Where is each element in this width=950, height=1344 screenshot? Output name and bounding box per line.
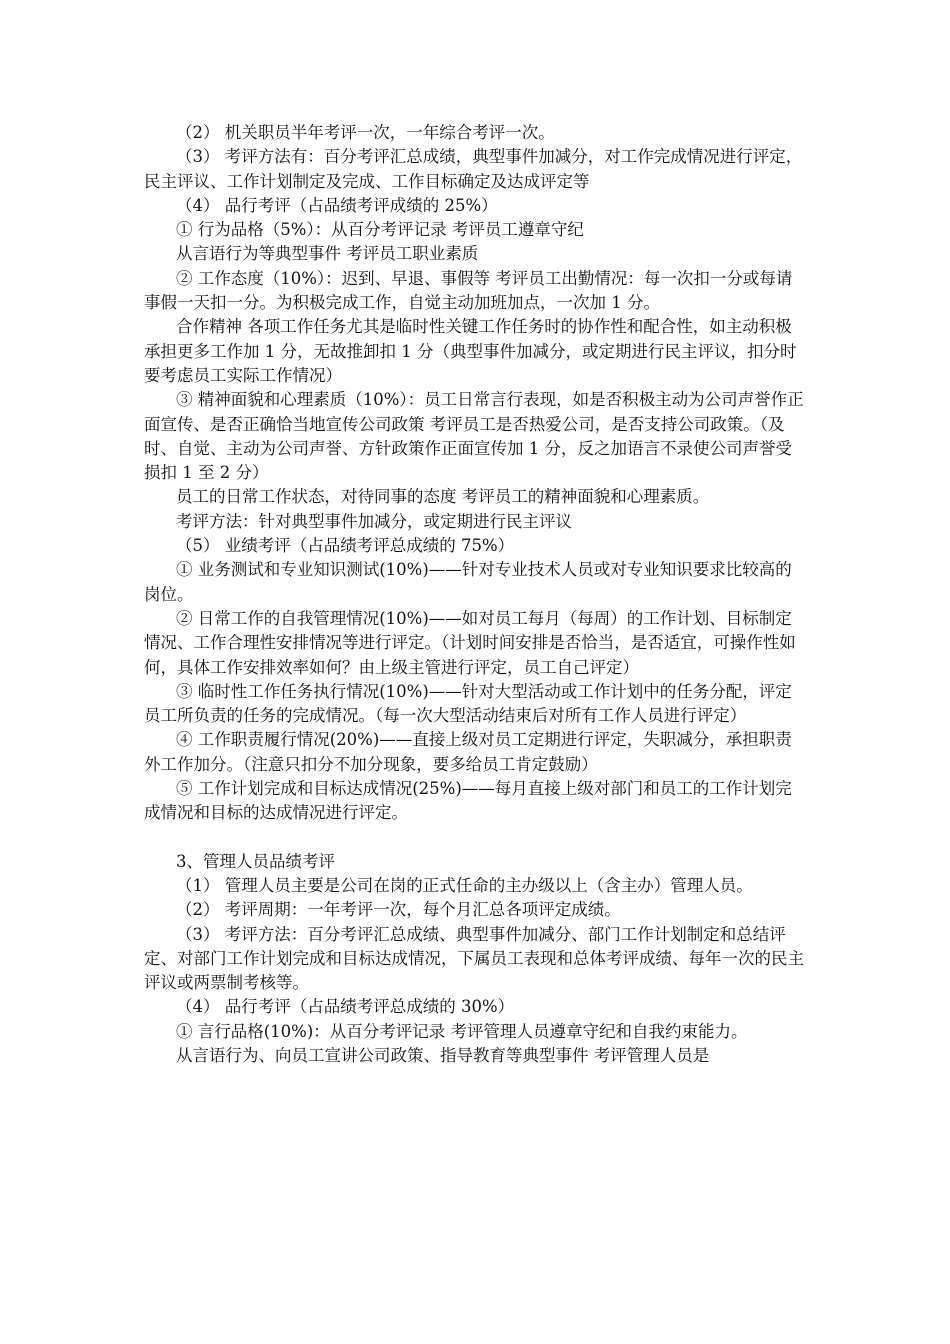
section-3-heading: 3、管理人员品绩考评: [176, 851, 335, 871]
section-3-paragraph-1: （1） 管理人员主要是公司在岗的正式任命的主办级以上（含主办）管理人员。: [176, 875, 753, 895]
paragraph-6: ② 工作态度（10%）：迟到、早退、事假等 考评员工出勤情况：每一次扣一分或每请事假一天扣一分。为积极完成工作，自觉主动加班加点，一次加 1 分。: [144, 268, 793, 313]
paragraph-5: 从言语行为等典型事件 考评员工职业素质: [176, 244, 479, 264]
section-3-paragraph-2: （2） 考评周期：一年考评一次，每个月汇总各项评定成绩。: [176, 900, 621, 920]
paragraph-3: （4） 品行考评（占品绩考评成绩的 25%）: [176, 195, 498, 215]
paragraph-4: ① 行为品格（5%）：从百分考评记录 考评员工遵章守纪: [176, 220, 584, 240]
paragraph-13: ② 日常工作的自我管理情况(10%)——如对员工每月（每周）的工作计划、目标制定情况、工作合理性安排情况等进行评定。（计划时间安排是否恰当，是否适宜，可操作性如何，具体工作安排效率如何？由上级主管进行评定，员工自己评定）: [144, 608, 796, 677]
section-spacer: [144, 826, 808, 850]
paragraph-11: （5） 业绩考评（占品绩考评总成绩的 75%）: [176, 536, 515, 556]
paragraph-9: 员工的日常工作状态，对待同事的态度 考评员工的精神面貌和心理素质。: [176, 487, 710, 507]
section-3-paragraph-6: 从言语行为、向员工宣讲公司政策、指导教育等典型事件 考评管理人员是: [176, 1045, 710, 1065]
section-3-paragraph-5: ① 言行品格(10%)：从百分考评记录 考评管理人员遵章守纪和自我约束能力。: [176, 1021, 748, 1041]
paragraph-16: ⑤ 工作计划完成和目标达成情况(25%)——每月直接上级对部门和员工的工作计划完成情况和目标的达成情况进行评定。: [144, 779, 792, 823]
paragraph-14: ③ 临时性工作任务执行情况(10%)——针对大型活动或工作计划中的任务分配，评定员工所负责的任务的完成情况。（每一次大型活动结束后对所有工作人员进行评定）: [144, 681, 792, 726]
paragraph-8: ③ 精神面貌和心理素质（10%）：员工日常言行表现，如是否积极主动为公司声誉作正面宣传、是否正确恰当地宣传公司政策 考评员工是否热爱公司，是否支持公司政策。（及时、自觉、主动为公司声誉、方针政策作正面宣传加 1 分，反之加语言不录使公司声誉受损扣 1 至 2 分）: [144, 390, 804, 483]
section-3-paragraph-3: （3） 考评方法：百分考评汇总成绩、典型事件加减分、部门工作计划制定和总结评定、对部门工作计划完成和目标达成情况，下属员工表现和总体考评成绩、每年一次的民主评议或两票制考核等。: [144, 924, 804, 993]
paragraph-12: ① 业务测试和专业知识测试(10%)——针对专业技术人员或对专业知识要求比较高的岗位。: [144, 560, 792, 604]
paragraph-15: ④ 工作职责履行情况(20%)——直接上级对员工定期进行评定，失职减分，承担职责外工作加分。（注意只扣分不加分现象，要多给员工肯定鼓励）: [144, 730, 792, 774]
document-page: [144, 121, 808, 1068]
paragraph-7: 合作精神 各项工作任务尤其是临时性关键工作任务时的协作性和配合性，如主动积极承担更多工作加 1 分，无故推卸扣 1 分（典型事件加减分，或定期进行民主评议，扣分时要考虑员工实际工作情况）: [144, 317, 797, 385]
paragraph-2: （3） 考评方法有：百分考评汇总成绩，典型事件加减分，对工作完成情况进行评定，民主评议、工作计划制定及完成、工作目标确定及达成评定等: [144, 147, 803, 191]
paragraph-1: （2） 机关职员半年考评一次，一年综合考评一次。: [176, 123, 555, 142]
paragraph-10: 考评方法：针对典型事件加减分，或定期进行民主评议: [176, 511, 572, 531]
section-3-paragraph-4: （4） 品行考评（占品绩考评总成绩的 30%）: [176, 997, 515, 1017]
